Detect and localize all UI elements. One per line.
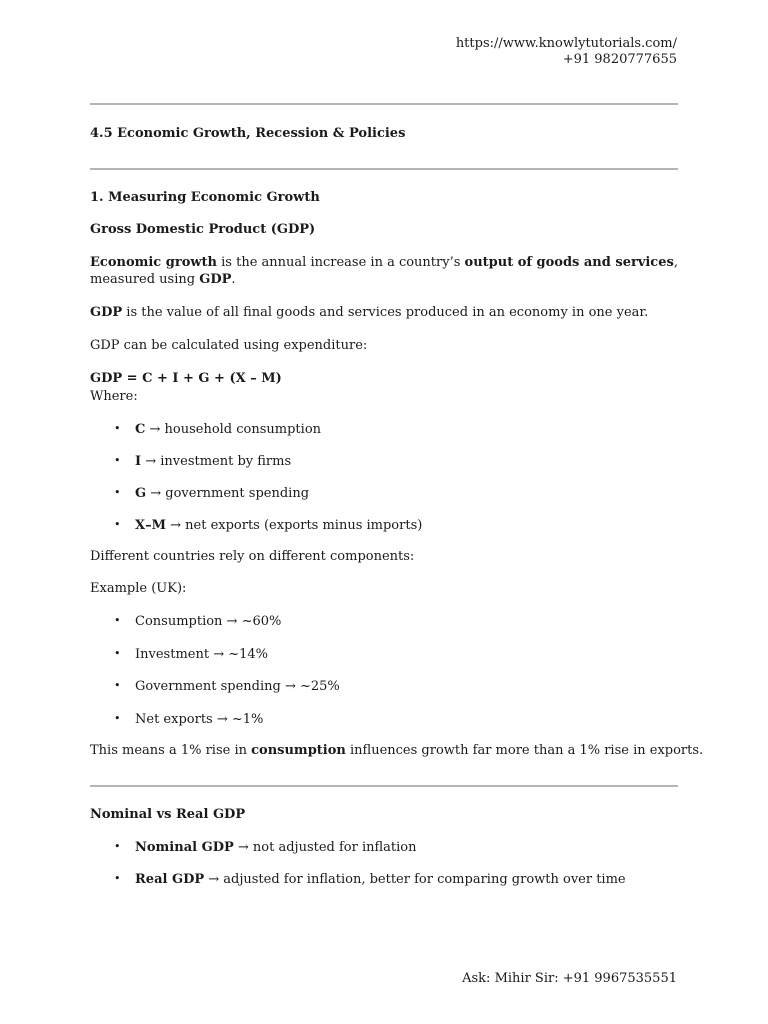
bullet-icon: • xyxy=(114,454,121,467)
gdp-type-term: Nominal GDP xyxy=(135,840,234,855)
component-term: X–M xyxy=(135,518,166,533)
component-term: C xyxy=(135,422,146,437)
share-text: Net exports → ~1% xyxy=(135,712,264,727)
bullet-icon: • xyxy=(114,712,121,725)
text: This means a 1% rise in xyxy=(90,743,252,758)
footer-contact: Ask: Mihir Sir: +91 9967535551 xyxy=(462,971,677,986)
list-item xyxy=(114,677,340,695)
share-text: Government spending → ~25% xyxy=(135,679,340,694)
gdp-type-desc: → adjusted for inflation, better for comparing growth over time xyxy=(204,872,626,887)
share-text: Consumption → ~60% xyxy=(135,614,282,629)
list-item xyxy=(114,516,422,534)
website-link[interactable]: https://www.knowlytutorials.com/ xyxy=(455,36,677,51)
component-desc: → net exports (exports minus imports) xyxy=(165,518,423,533)
list-item xyxy=(114,420,321,438)
list-item xyxy=(114,612,281,630)
component-desc: → investment by firms xyxy=(141,454,292,469)
paragraph-components: Different countries rely on different components: xyxy=(90,549,415,564)
phone-number: +91 9820777655 xyxy=(562,52,677,67)
where-label: Where: xyxy=(90,389,138,404)
divider xyxy=(90,103,678,105)
bullet-icon: • xyxy=(114,647,121,660)
component-term: I xyxy=(135,454,142,469)
text: influences growth far more than a 1% rise in exports. xyxy=(345,743,704,758)
header-contact xyxy=(456,36,677,68)
term-gdp: GDP xyxy=(90,305,123,320)
list-item xyxy=(114,645,268,663)
list-item xyxy=(114,870,626,888)
term-output: output of goods and services xyxy=(464,255,674,270)
heading-measuring-growth: 1. Measuring Economic Growth xyxy=(90,190,320,205)
bullet-icon: • xyxy=(114,840,121,853)
example-label: Example (UK): xyxy=(90,581,187,596)
bullet-icon: • xyxy=(114,679,121,692)
paragraph-expenditure: GDP can be calculated using expenditure: xyxy=(90,338,368,353)
bullet-icon: • xyxy=(114,614,121,627)
text: is the value of all final goods and services produced in an economy in one year. xyxy=(122,305,649,320)
component-desc: → government spending xyxy=(146,486,310,501)
list-item xyxy=(114,838,417,856)
bullet-icon: • xyxy=(114,518,121,531)
term-gdp: GDP xyxy=(199,272,232,287)
term-consumption: consumption xyxy=(251,743,346,758)
divider xyxy=(90,168,678,170)
bullet-icon: • xyxy=(114,422,121,435)
gdp-type-desc: → not adjusted for inflation xyxy=(233,840,417,855)
list-item xyxy=(114,484,309,502)
divider xyxy=(90,785,678,787)
component-desc: → household consumption xyxy=(145,422,322,437)
bullet-icon: • xyxy=(114,486,121,499)
text: is the annual increase in a country’s xyxy=(217,255,465,270)
paragraph-economic-growth xyxy=(90,254,680,288)
heading-nominal-real: Nominal vs Real GDP xyxy=(90,807,246,822)
term-economic-growth: Economic growth xyxy=(90,255,218,270)
paragraph-gdp-definition xyxy=(90,304,648,321)
bullet-icon: • xyxy=(114,872,121,885)
list-item xyxy=(114,452,291,470)
text: . xyxy=(231,272,236,287)
component-term: G xyxy=(135,486,147,501)
gdp-type-term: Real GDP xyxy=(135,872,205,887)
subheading-gdp: Gross Domestic Product (GDP) xyxy=(90,222,316,237)
gdp-formula: GDP = C + I + G + (X – M) xyxy=(90,371,282,386)
text: , measured using xyxy=(90,255,678,287)
paragraph-conclusion xyxy=(90,742,703,759)
section-title: 4.5 Economic Growth, Recession & Policies xyxy=(90,126,406,141)
list-item xyxy=(114,710,263,728)
share-text: Investment → ~14% xyxy=(135,647,269,662)
